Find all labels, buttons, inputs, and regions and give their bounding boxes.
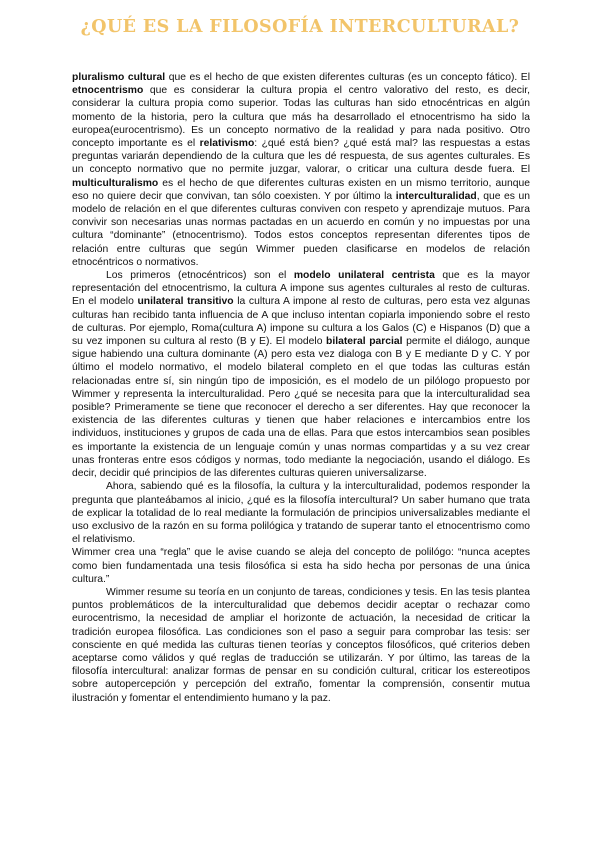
paragraph-wimmer-theory: Wimmer resume su teoría en un conjunto de tareas, condiciones y tesis. En las tesis plantea puntos problemáticos de la interculturalidad que debemos decidir aceptar o rechazar como eurocentrismo, la necesidad de ampliar el horizonte de actuación, la necesidad de criticar la tradición europea filosófica. Las condiciones son el paso a seguir para comprobar las tesis: ser consciente en qué medida las culturas tienen teorías y conceptos filosóficos, qué criterios deben aceptarse como válidos y qué reglas de traducción se utilizarán. Y por último, las tareas de la filosofía intercultural: analizar formas de pensar en su condición cultural, criticar los estereotipos sobre autopercepción y percepción del extraño, fomentar la comprensión, consentir mutua ilustración y fomentar el entendimiento humano y la paz. [72, 586, 530, 704]
document-body [72, 71, 530, 705]
term-relativismo: relativismo [199, 138, 255, 150]
term-unilateral-transitivo: unilateral transitivo [137, 296, 234, 308]
paragraph-models: Los primeros (etnocéntricos) son el modelo unilateral centrista que es la mayor representación del etnocentrismo, la cultura A impone sus agentes culturales al resto de culturas. En el modelo unilateral transitivo la cultura A impone al resto de culturas, pero esta vez algunas culturas han recibido tanta influencia de A que incluso intentan copiarla imponiendo sobre el resto de culturas. Por ejemplo, Roma(cultura A) impone su cultura a los Galos (C) e Hispanos (D) que a su vez imponen su cultura al resto (B y E). El modelo bilateral parcial permite el diálogo, aunque sigue habiendo una cultura dominante (A) pero esta vez dialoga con B y E mediante D y C. Y por último el modelo normativo, el modelo bilateral completo en el que todas las culturas están relacionadas entre sí, sin ningún tipo de imposición, es el modelo de un pilólogo propuesto por Wimmer y representa la interculturalidad. Pero ¿qué se necesita para que la interculturalidad sea posible? Primeramente se tiene que reconocer el derecho a ser diferentes. Hay que reconocer la existencia de las diferentes culturas y tienen que haber relaciones e intercambios entre los individuos, instituciones y grupos de cada una de ellas. Para que estos intercambios sean posibles es importante la existencia de un lenguaje común y unas normas compartidas y a su vez crear unas fronteras entre esos códigos y normas, todo mediante la negociación, usando el diálogo. Es decir, decidir qué principios de las diferentes culturas quieren universalizarse. [72, 270, 531, 480]
term-interculturalidad: interculturalidad [395, 190, 477, 202]
term-modelo-unilateral-centrista: modelo unilateral centrista [293, 270, 435, 282]
term-pluralismo-cultural: pluralismo cultural [72, 72, 166, 83]
term-multiculturalismo: multiculturalismo [72, 177, 159, 189]
paragraph-concepts: pluralismo cultural que es el hecho de que existen diferentes culturas (es un concepto fático). El etnocentrismo que es considerar la cultura propia el centro valorativo del resto, es decir, considerar la cultura propia como superior. Todas las culturas han sido etnocéntricas en algún momento de la historia, pero la cultura que más ha desarrollado el etnocentrismo ha sido la europea(eurocentrismo). Es un concepto normativo de la realidad y para nada positivo. Otro concepto importante es el relativismo: ¿qué está bien? ¿qué está mal? las respuestas a estas preguntas variarán dependiendo de la cultura que les dé respuesta, de sus agentes culturales. Es un concepto normativo que no permite juzgar, valorar, o criticar una cultura desde fuera. El multiculturalismo es el hecho de que diferentes culturas existen en un mismo territorio, aunque eso no quiere decir que convivan, tan sólo coexisten. Y por último la interculturalidad, que es un modelo de relación en el que diferentes culturas conviven con respeto y aprendizaje mutuos. Para convivir son necesarias unas normas pactadas en un acuerdo en común y no impuestas por una cultura “dominante” (etnocentrismo). Todos estos conceptos representan diferentes tipos de relación entre culturas que según Wimmer pueden clasificarse en modelos de relación etnocéntricos o normativos. [72, 72, 531, 268]
paragraph-wimmer-rule: Wimmer crea una “regla” que le avise cuando se aleja del concepto de polilógo: “nunca aceptes como bien fundamentada una tesis filosófica si esta ha sido hecha por personas de una única cultura.” [72, 547, 530, 585]
paragraph-definition: Ahora, sabiendo qué es la filosofía, la cultura y la interculturalidad, podemos responder la pregunta que planteábamos al inicio, ¿qué es la filosofía intercultural? Un saber humano que trata de explicar la totalidad de lo real mediante la formulación de principios universalizables mediante el uso exclusivo de la razón en su forma polilógica y tratando de superar tanto el etnocentrismo como el relativismo. [72, 481, 530, 546]
term-bilateral-parcial: bilateral parcial [326, 336, 403, 348]
page-title: ¿QUÉ ES LA FILOSOFÍA INTERCULTURAL? [80, 17, 520, 37]
term-etnocentrismo: etnocentrismo [72, 85, 144, 97]
